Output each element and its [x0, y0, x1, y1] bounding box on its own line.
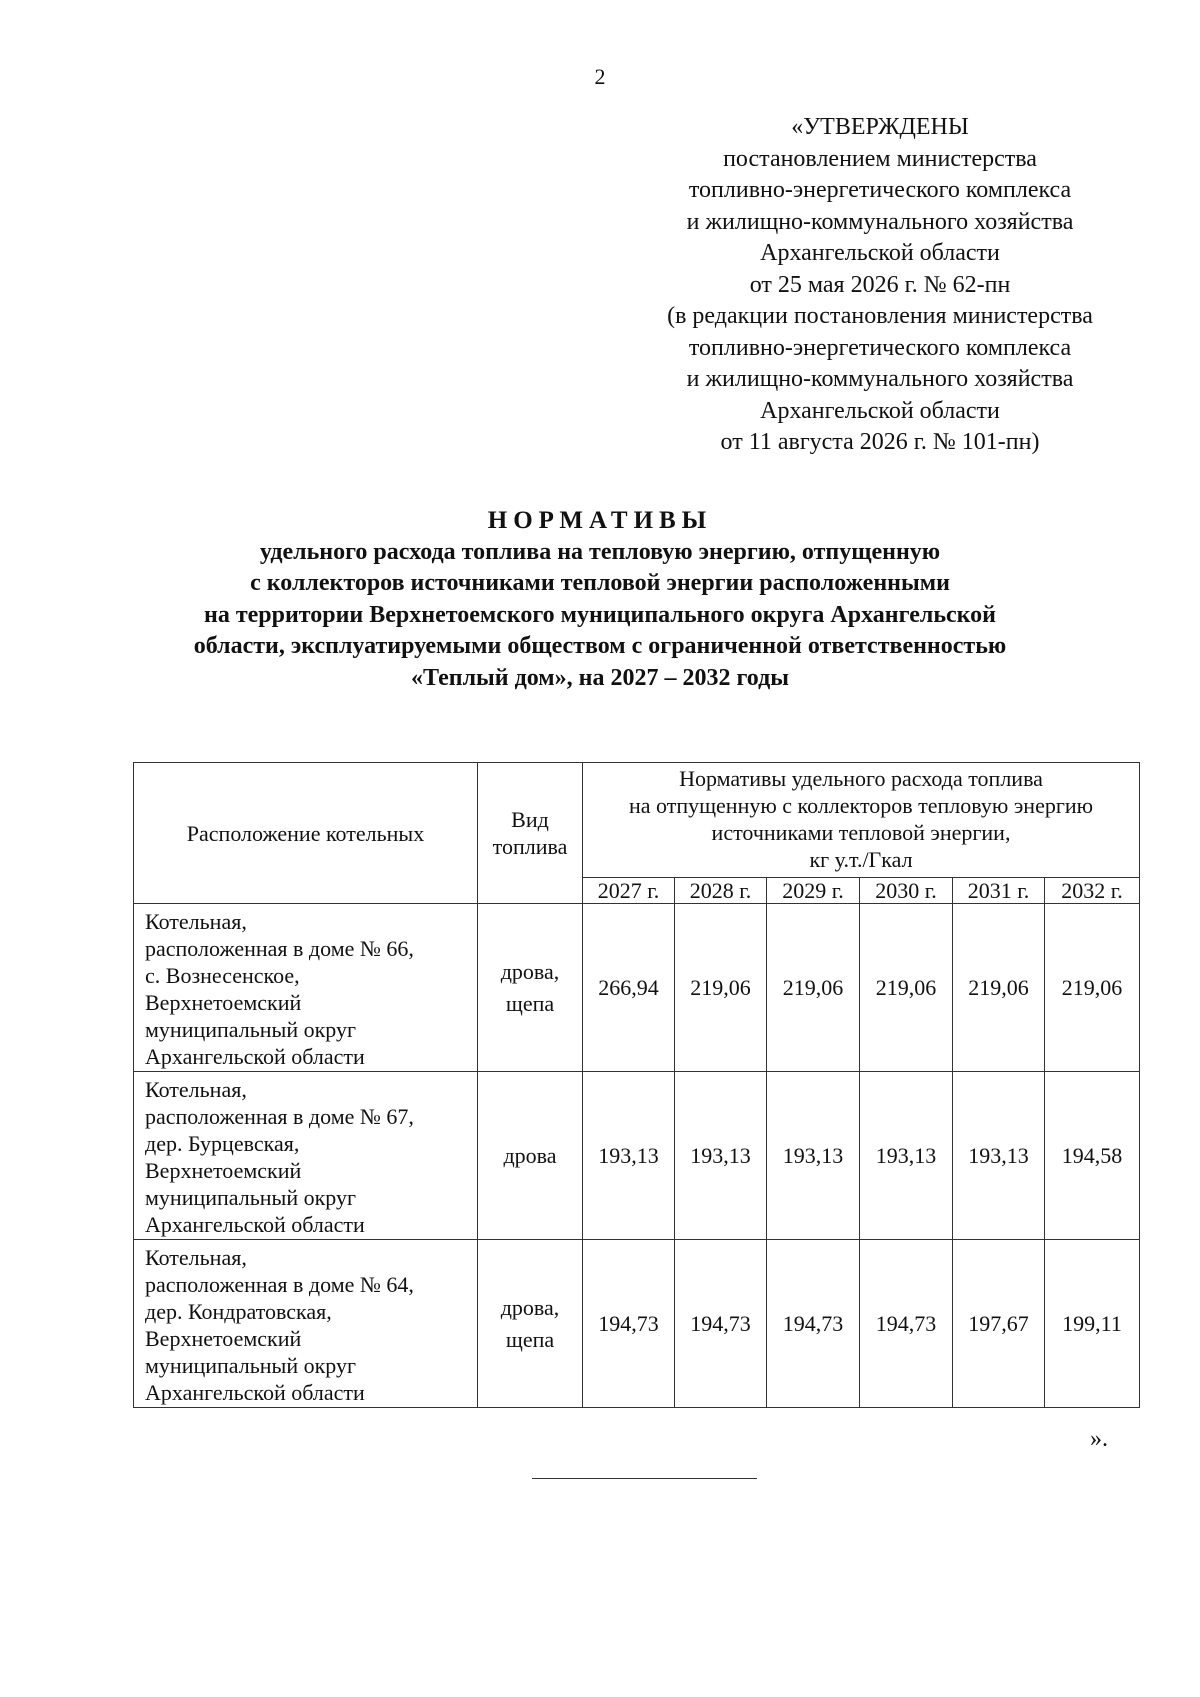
table-row	[134, 1072, 1140, 1240]
header-fuel	[478, 763, 583, 904]
location-line: Верхнетоемский	[145, 1158, 302, 1183]
fuel-line: дрова,	[500, 958, 560, 984]
approval-line: и жилищно-коммунального хозяйства	[686, 208, 1074, 235]
page-number: 2	[594, 64, 606, 89]
cell-value: 219,06	[860, 904, 953, 1072]
approval-block	[600, 112, 1160, 459]
cell-fuel	[478, 1240, 583, 1408]
cell-value: 193,13	[860, 1072, 953, 1240]
header-norm-line: Нормативы удельного расхода топлива	[679, 766, 1043, 791]
table-row	[134, 904, 1140, 1072]
table-row	[134, 1240, 1140, 1408]
header-norm-line: на отпущенную с коллекторов тепловую энергию	[628, 793, 1094, 818]
closing-quote: ».	[1090, 1426, 1108, 1452]
cell-value: 194,73	[860, 1240, 953, 1408]
location-line: Котельная,	[145, 1245, 247, 1270]
fuel-line: щепа	[505, 1326, 555, 1352]
separator-line	[532, 1478, 757, 1479]
document-title	[120, 505, 1080, 694]
header-year: 2031 г.	[953, 878, 1045, 904]
cell-value: 194,58	[1045, 1072, 1140, 1240]
location-line: дер. Кондратовская,	[145, 1299, 332, 1324]
cell-value: 219,06	[675, 904, 767, 1072]
header-year: 2028 г.	[675, 878, 767, 904]
cell-location	[134, 1072, 478, 1240]
approval-line: постановлением министерства	[723, 145, 1037, 172]
header-fuel-line: Вид	[511, 807, 549, 832]
location-line: с. Вознесенское,	[145, 963, 300, 988]
norms-table	[133, 762, 1140, 1408]
header-norm	[583, 763, 1140, 878]
cell-value: 193,13	[767, 1072, 860, 1240]
header-norm-line: кг у.т./Гкал	[809, 847, 913, 872]
subtitle-line: с коллекторов источниками тепловой энергии расположенными	[250, 570, 950, 596]
subtitle-line: области, эксплуатируемыми обществом с ограниченной ответственностью	[193, 633, 1007, 659]
cell-value: 194,73	[767, 1240, 860, 1408]
header-norm-line: источниками тепловой энергии,	[711, 820, 1011, 845]
location-line: Верхнетоемский	[145, 1326, 302, 1351]
cell-value: 193,13	[583, 1072, 675, 1240]
location-line: Верхнетоемский	[145, 990, 302, 1015]
approval-line: топливно-энергетического комплекса	[688, 177, 1072, 203]
location-line: муниципальный округ	[145, 1353, 357, 1378]
location-line: муниципальный округ	[145, 1185, 357, 1210]
header-year: 2029 г.	[767, 878, 860, 904]
approval-line: «УТВЕРЖДЕНЫ	[791, 114, 969, 140]
location-line: Котельная,	[145, 909, 247, 934]
cell-value: 219,06	[767, 904, 860, 1072]
cell-location	[134, 1240, 478, 1408]
cell-value: 194,73	[583, 1240, 675, 1408]
header-year: 2030 г.	[860, 878, 953, 904]
subtitle-line: на территории Верхнетоемского муниципального округа Архангельской	[203, 601, 996, 628]
approval-line: и жилищно-коммунального хозяйства	[686, 366, 1074, 392]
location-line: Архангельской области	[145, 1044, 365, 1069]
fuel-line: дрова,	[500, 1294, 560, 1320]
header-year: 2032 г.	[1045, 878, 1140, 904]
cell-value: 219,06	[953, 904, 1045, 1072]
fuel-line: дрова	[503, 1142, 557, 1168]
approval-line: от 25 мая 2026 г. № 62-пн	[749, 271, 1011, 298]
fuel-line: щепа	[505, 990, 555, 1016]
subtitle-line: «Теплый дом», на 2027 – 2032 годы	[411, 664, 789, 691]
title-main: НОРМАТИВЫ	[487, 507, 713, 534]
cell-value: 219,06	[1045, 904, 1140, 1072]
subtitle-line: удельного расхода топлива на тепловую энергию, отпущенную	[259, 538, 941, 565]
approval-line: Архангельской области	[760, 397, 1000, 424]
cell-value: 193,13	[953, 1072, 1045, 1240]
location-line: расположенная в доме № 67,	[145, 1104, 414, 1129]
location-line: Архангельской области	[145, 1212, 365, 1237]
header-location: Расположение котельных	[134, 763, 478, 904]
cell-location	[134, 904, 478, 1072]
cell-value: 266,94	[583, 904, 675, 1072]
location-line: Архангельской области	[145, 1380, 365, 1405]
location-line: Котельная,	[145, 1077, 247, 1102]
approval-line: топливно-энергетического комплекса	[688, 334, 1072, 361]
location-line: расположенная в доме № 64,	[145, 1272, 414, 1297]
cell-value: 194,73	[675, 1240, 767, 1408]
approval-line: (в редакции постановления министерства	[667, 303, 1093, 329]
header-fuel-line: топлива	[492, 834, 568, 859]
location-line: расположенная в доме № 66,	[145, 936, 414, 961]
cell-fuel	[478, 904, 583, 1072]
approval-line: от 11 августа 2026 г. № 101-пн)	[720, 429, 1040, 455]
cell-fuel	[478, 1072, 583, 1240]
approval-line: Архангельской области	[760, 240, 1000, 266]
location-line: муниципальный округ	[145, 1017, 357, 1042]
cell-value: 197,67	[953, 1240, 1045, 1408]
cell-value: 199,11	[1045, 1240, 1140, 1408]
location-line: дер. Бурцевская,	[145, 1131, 300, 1156]
header-year: 2027 г.	[583, 878, 675, 904]
cell-value: 193,13	[675, 1072, 767, 1240]
